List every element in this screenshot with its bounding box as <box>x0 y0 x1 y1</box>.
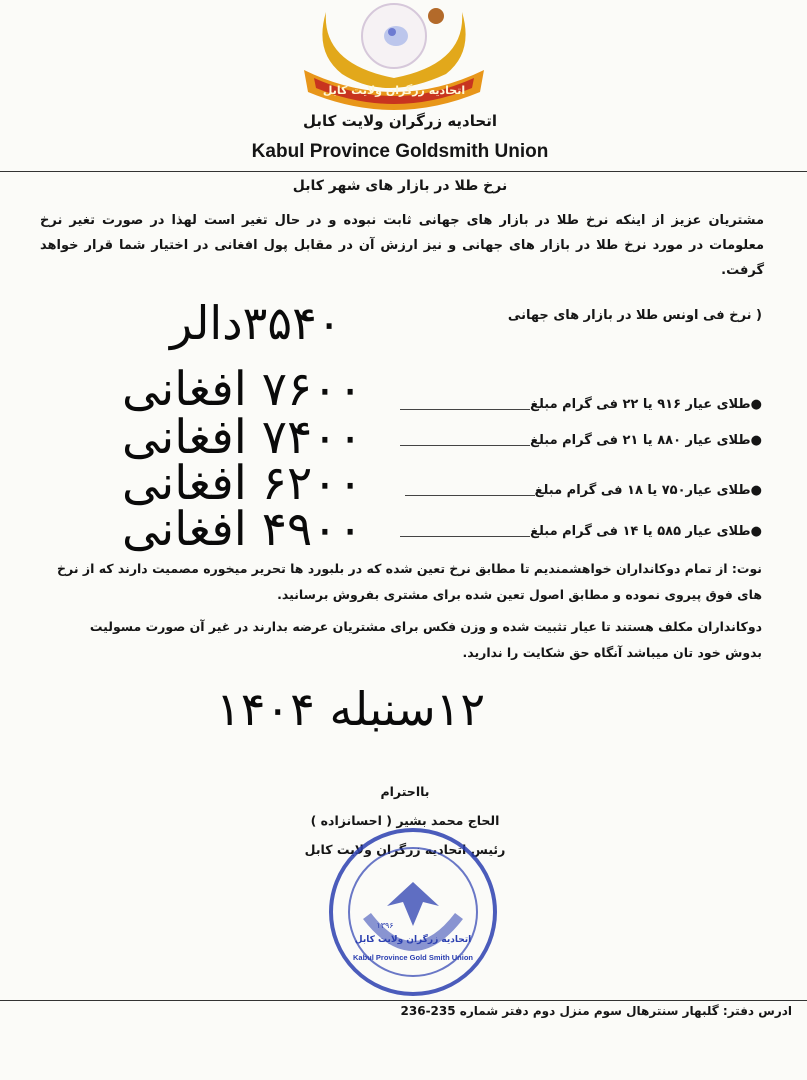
footer-divider <box>0 1000 807 1001</box>
ounce-price-handwritten: ۳۵۴۰دالر <box>170 296 342 350</box>
document-title: نرخ طلا در بازار های شهر کابل <box>292 178 508 194</box>
signature-name: الحاج محمد بشیر ( احسانزاده ) <box>310 813 500 828</box>
signature-salutation: بااحترام <box>380 784 430 799</box>
rate-blank-line <box>400 399 530 410</box>
union-logo <box>296 2 492 110</box>
rate-label-text: ●طلای عیار۷۵۰ یا ۱۸ فی گرام مبلغ <box>534 483 762 498</box>
rate-value-880: ۷۴۰۰ افغانی <box>122 410 363 465</box>
stamp-year: ۱۳۹۶ <box>376 921 394 930</box>
header-divider <box>0 171 807 172</box>
note-responsibility: دوکانداران مکلف هستند تا عیار تثبیت شده و وزن فکس برای مشتریان عرضه بدارند در غیر آن صورت مسولیت بدوش خود تان میباشد آنگاه حق شکایت را ندارید. <box>89 619 762 660</box>
rate-blank-line <box>400 526 530 537</box>
rate-blank-line <box>405 485 535 496</box>
rate-label-750 <box>480 483 762 498</box>
rate-label-916 <box>490 397 762 412</box>
rate-label-880 <box>480 433 762 448</box>
stamp-text-en: Kabul Province Gold Smith Union <box>352 953 474 962</box>
rate-label-text: ●طلای عیار ۵۸۵ یا ۱۴ فی گرام مبلغ <box>530 524 762 539</box>
office-address: ادرس دفتر: گلبهار سنترهال سوم منزل دوم دفتر شماره 235-236 <box>400 1004 792 1018</box>
intro-paragraph: مشتریان عزیز از اینکه نرخ طلا در بازار های جهانی ثابت نبوده و در حال تغیر است لهذا در صورت تغیر نرخ معلومات در مورد نرخ طلا در بازار های جهانی و نیز ارزش آن در مقابل پول افغانی در اختیار شما قرار خواهد گرفت. <box>40 213 764 278</box>
rate-value-585: ۴۹۰۰ افغانی <box>122 502 363 557</box>
org-name-fa: اتحادیه زرگران ولایت کابل <box>303 112 497 130</box>
date-handwritten: ۱۲سنبله ۱۴۰۴ <box>216 682 486 736</box>
rate-label-text: ●طلای عیار ۸۸۰ یا ۲۱ فی گرام مبلغ <box>530 433 762 448</box>
rate-blank-line <box>400 435 530 446</box>
union-stamp <box>327 826 499 998</box>
org-name-en: Kabul Province Goldsmith Union <box>251 141 549 162</box>
stamp-text-fa: اتحادیه زرگران ولایت کابل <box>354 935 472 945</box>
ounce-label: ( نرخ فی اونس طلا در بازار های جهانی <box>507 308 762 323</box>
signature-role: رئیس اتحادیه زرگران ولایت کابل <box>304 842 506 857</box>
rate-label-text: ●طلای عیار ۹۱۶ یا ۲۲ فی گرام مبلغ <box>530 397 762 412</box>
rate-value-750: ۶۲۰۰ افغانی <box>122 456 363 511</box>
logo-text: اتحادیه زرگران ولایت کابل <box>322 84 466 97</box>
note-pricing: نوت: از تمام دوکانداران خواهشمندیم تا مطابق نرخ تعین شده که در بلبورد ها تحریر میخوره مصمیت دارند که از نرخ های فوق پیروی نموده و مطابق اصول تعین شده برای مشتری بفروش برسانید. <box>57 561 762 602</box>
rate-value-916: ۷۶۰۰ افغانی <box>122 362 363 417</box>
rate-label-585 <box>470 524 762 539</box>
